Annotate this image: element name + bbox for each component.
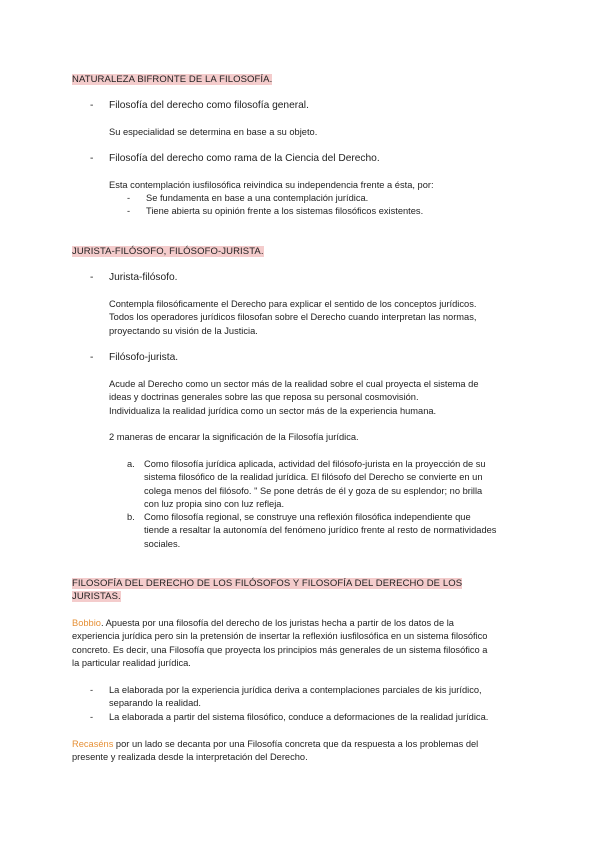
document-page: NATURALEZA BIFRONTE DE LA FILOSOFÍA. - Filosofía del derecho como filosofía general. Su especialidad se determina en base a su objeto. - Filosofía del derecho como rama de la Ciencia del Derecho. Esta contemplación iusfilosófica reivindica su independencia frente a ésta, por: - Se fundamenta en base a una contemplación jurídica. - Tiene abierta su opinión frente a los sistemas filosóficos existentes. JURISTA-FILÓSOFO, FILÓSOFO-JURISTA. - Jurista-filósofo. Contempla filosóficamente el Derecho para explicar el sentido de los conceptos jurídicos. Todos los operadores jurídicos filosofan sobre el Derecho cuando interpretan las normas, proyectando su visión de la Justicia. - Filósofo-jurista. Acude al Derecho como un sector más de la realidad sobre el cual proyecta el sistema de ideas y doctrinas generales sobre las que reposa su personal cosmovisión. Individualiza la realidad jurídica como un sector más de la experiencia humana. 2 maneras de encarar la significación de la Filosofía jurídica. a. Como filosofía jurídica aplicada, actividad del filósofo-jurista en la proyección de su sistema filosófico de la realidad jurídica. El filósofo del Derecho se convierte en un colega menos del filósofo. " Se pone detrás de él y goza de su esplendor; no brilla con luz propia sino con luz refleja. b. Como filosofía regional, se construye una reflexión filosófica independiente que tiende a resaltar la autonomía del fenómeno jurídico frente al resto de normatividades sociales. FILOSOFÍA DEL DERECHO DE LOS FILÓSOFOS Y FILOSOFÍA DEL DERECHO DE LOS JURISTAS. Bobbio. Apuesta por una filosofía del derecho de los juristas hecha a partir de los datos de la experiencia jurídica pero sin la pretensión de insertar la reflexión iusfilosófica en un sistema filosófico concreto. Es decir, una Filosofía que proyecta los principios más generales de un sistema filosófico a la particular realidad jurídica. - La elaborada por la experiencia jurídica deriva a contemplaciones parciales de kis jurídico, separando la realidad. - La elaborada a partir del sistema filosófico, conduce a deformaciones de la realidad jurídica. Recaséns por un lado se decanta por una Filosofía concreta que da respuesta a los problemas del presente y realizada desde la interpretación del Derecho.	[0, 0, 600, 848]
author-name-recasens: Recaséns	[72, 739, 114, 749]
author-name-bobbio: Bobbio	[72, 618, 101, 628]
section-heading-naturaleza: NATURALEZA BIFRONTE DE LA FILOSOFÍA.	[72, 74, 273, 85]
paragraph: Esta contemplación iusfilosófica reivindica su independencia frente a ésta, por:	[109, 180, 434, 190]
paragraph: 2 maneras de encarar la significación de la Filosofía jurídica.	[109, 432, 359, 442]
section-heading-jurista: JURISTA-FILÓSOFO, FILÓSOFO-JURISTA.	[72, 246, 264, 257]
paragraph: Acude al Derecho como un sector más de la realidad sobre el cual proyecta el sistema de ideas y doctrinas generales sobre las que reposa su personal cosmovisión. Individualiza la realidad jurídica como un sector más de la experiencia humana.	[109, 379, 479, 416]
paragraph: Contempla filosóficamente el Derecho para explicar el sentido de los conceptos jurídicos. Todos los operadores jurídicos filosofan sobre el Derecho cuando interpretan las normas, proyectando su visión de la Justicia.	[109, 299, 477, 336]
paragraph-bobbio: Bobbio. Apuesta por una filosofía del derecho de los juristas hecha a partir de los datos de la experiencia jurídica pero sin la pretensión de insertar la reflexión iusfilosófica en un sistema filosófico concreto. Es decir, una Filosofía que proyecta los principios más generales de un sistema filosófico a la particular realidad jurídica.	[72, 618, 488, 669]
paragraph: Su especialidad se determina en base a su objeto.	[109, 127, 318, 137]
paragraph-recasens: Recaséns por un lado se decanta por una Filosofía concreta que da respuesta a los problemas del presente y realizada desde la interpretación del Derecho.	[72, 739, 479, 763]
section-heading-filosofia-derecho: FILOSOFÍA DEL DERECHO DE LOS FILÓSOFOS Y FILOSOFÍA DEL DERECHO DE LOS JURISTAS.	[72, 578, 463, 603]
